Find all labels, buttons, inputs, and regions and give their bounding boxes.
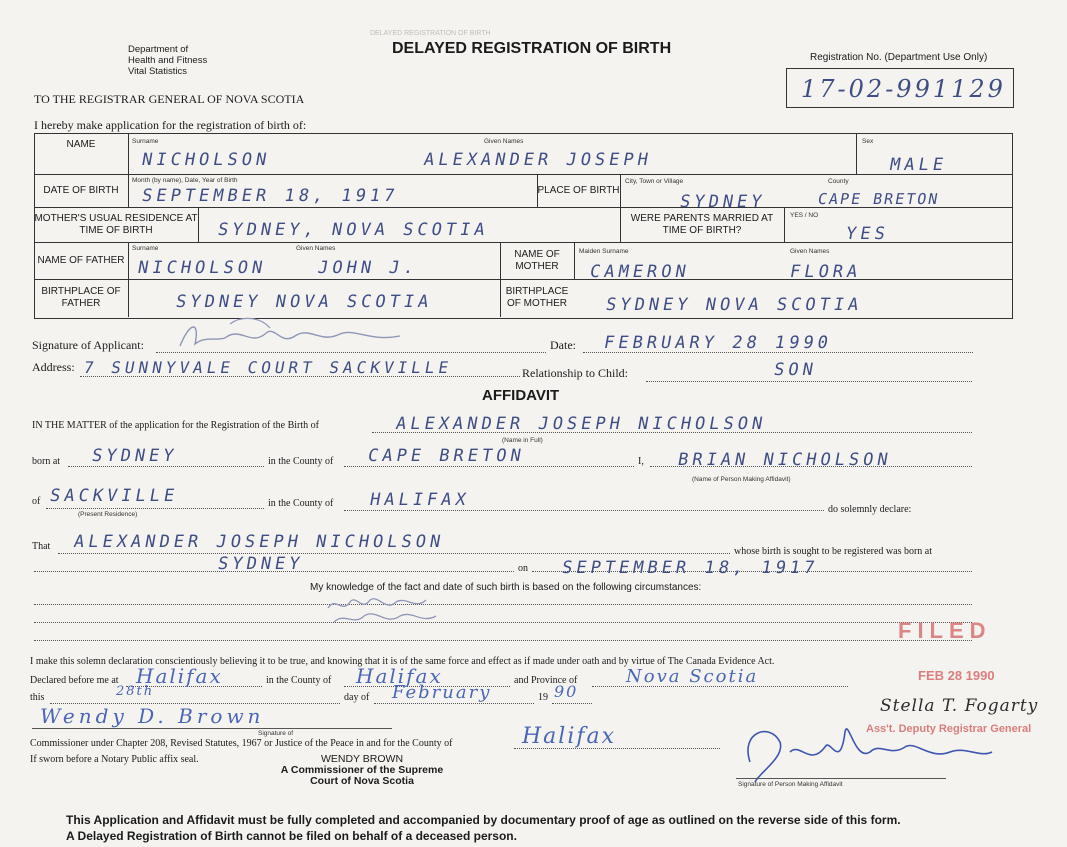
declared-place: Halifax	[136, 664, 223, 688]
commissioner-line: Commissioner under Chapter 208, Revised Statutes, 1967 or Justice of the Peace in and for the County of	[30, 738, 453, 749]
month-caption: Month (by name), Date, Year of Birth	[132, 177, 238, 184]
solemn-declaration: I make this solemn declaration conscientiously believing it to be true, and knowing that it is of the same force and effect as if made under oath and by virtue of The Canada Evidence Act.	[30, 656, 775, 667]
mother-residence-value: SYDNEY, NOVA SCOTIA	[216, 220, 491, 240]
affidavit-child-name: ALEXANDER JOSEPH NICHOLSON	[394, 414, 768, 434]
place-of-birth-label: PLACE OF BIRTH	[537, 184, 620, 196]
filed-date-stamp: FEB 28 1990	[918, 668, 995, 683]
father-name-label: NAME OF FATHER	[37, 254, 125, 266]
born-at-value: SYDNEY	[90, 446, 180, 466]
commissioner-stamp	[262, 754, 462, 787]
page-title: DELAYED REGISTRATION OF BIRTH	[392, 40, 672, 57]
commissioner-county: Halifax	[522, 724, 617, 749]
applicant-signature-label: Signature of Applicant:	[32, 338, 144, 352]
footer-line-1: This Application and Affidavit must be fully completed and accompanied by documentary proof of age as outlined on the reverse side of this form.	[66, 813, 901, 827]
maiden-surname-caption: Maiden Surname	[579, 248, 629, 255]
affiant-signature-caption: Signature of Person Making Affidavit	[738, 781, 843, 788]
present-residence-value: SACKVILLE	[48, 486, 180, 506]
declared-before-label: Declared before me at	[30, 675, 119, 686]
affidavit-matter-text: IN THE MATTER of the application for the Registration of the Birth of	[32, 420, 319, 431]
filed-stamp: FILED	[898, 618, 992, 643]
registrar-address: TO THE REGISTRAR GENERAL OF NOVA SCOTIA	[34, 92, 305, 106]
father-given-value: JOHN J.	[316, 258, 420, 278]
given-names-caption: Given Names	[484, 138, 524, 145]
application-date: FEBRUARY 28 1990	[602, 333, 834, 353]
city-caption: City, Town or Village	[625, 178, 684, 185]
department-line: Department of	[128, 44, 189, 55]
bleed-through-text: DELAYED REGISTRATION OF BIRTH	[370, 30, 491, 37]
that-child-name: ALEXANDER JOSEPH NICHOLSON	[72, 532, 446, 552]
this-label: this	[30, 692, 45, 703]
parents-married-label: WERE PARENTS MARRIED AT TIME OF BIRTH?	[630, 212, 774, 236]
city-value: SYDNEY	[678, 192, 768, 212]
mother-birthplace-label: BIRTHPLACE OF MOTHER	[505, 286, 569, 309]
application-statement: I hereby make application for the registration of birth of:	[34, 118, 307, 132]
commissioner-signature: Wendy D. Brown	[40, 704, 265, 728]
deputy-registrar-title: Ass't. Deputy Registrar General	[866, 723, 1032, 735]
stamp-title: A Commissioner of the Supreme	[280, 764, 444, 776]
province-value: Nova Scotia	[626, 666, 759, 687]
born-county-label: in the County of	[268, 456, 334, 467]
that-birth-place: SYDNEY	[216, 554, 306, 574]
mother-residence-label: MOTHER'S USUAL RESIDENCE AT TIME OF BIRTH	[34, 212, 198, 236]
province-label: and Province of	[514, 675, 578, 686]
notary-note: If sworn before a Notary Public affix seal.	[30, 754, 199, 765]
name-label: NAME	[66, 139, 96, 150]
mother-surname-value: CAMERON	[588, 262, 692, 282]
mother-given-caption: Given Names	[790, 248, 830, 255]
surname-caption: Surname	[132, 138, 159, 145]
relationship-value: SON	[772, 360, 819, 380]
born-county-value: CAPE BRETON	[366, 446, 527, 466]
day-number: 28th	[116, 684, 155, 699]
mother-given-value: FLORA	[788, 262, 863, 282]
health-line: Health and Fitness	[128, 55, 208, 66]
parents-married-value: YES	[844, 224, 891, 244]
registration-number: 17-02-991129	[801, 75, 1006, 103]
year-prefix: 19	[538, 692, 548, 703]
that-label: That	[32, 541, 51, 552]
applicant-signature	[170, 316, 410, 358]
that-birth-date: SEPTEMBER 18, 1917	[560, 558, 820, 578]
mother-name-label: NAME OF MOTHER	[514, 248, 560, 272]
applicant-address: 7 SUNNYVALE COURT SACKVILLE	[82, 358, 454, 377]
month-value: February	[392, 682, 492, 703]
father-surname-value: NICHOLSON	[136, 258, 268, 278]
department-block	[128, 44, 207, 77]
year-value: 90	[554, 682, 579, 701]
sex-caption: Sex	[862, 138, 874, 145]
relationship-label: Relationship to Child:	[522, 366, 629, 380]
sex-value: MALE	[888, 155, 949, 175]
stamp-court: Court of Nova Scotia	[310, 775, 414, 787]
date-label: Date:	[550, 338, 576, 352]
residence-county-label: in the County of	[268, 498, 334, 509]
surname-value: NICHOLSON	[140, 150, 272, 170]
registration-number-label: Registration No. (Department Use Only)	[810, 52, 988, 63]
of-label: of	[32, 496, 41, 507]
stamp-name: WENDY BROWN	[320, 753, 404, 765]
signature-of-caption: Signature of	[258, 730, 294, 737]
registration-number-box	[786, 68, 1014, 108]
date-of-birth-value: SEPTEMBER 18, 1917	[140, 186, 400, 206]
address-label: Address:	[32, 360, 75, 374]
circumstances-scribble	[326, 594, 446, 628]
given-names-value: ALEXANDER JOSEPH	[422, 150, 654, 170]
yes-no-caption: YES / NO	[790, 212, 819, 219]
county-value: CAPE BRETON	[816, 190, 941, 208]
father-birthplace-label: BIRTHPLACE OF FATHER	[41, 286, 121, 309]
whose-birth-text: whose birth is sought to be registered was born at	[734, 546, 933, 557]
day-of-label: day of	[344, 692, 370, 703]
declared-county-label: in the County of	[266, 675, 332, 686]
father-birthplace-value: SYDNEY NOVA SCOTIA	[174, 292, 434, 312]
footer-line-2: A Delayed Registration of Birth cannot be filed on behalf of a deceased person.	[66, 829, 517, 843]
present-residence-caption: (Present Residence)	[78, 511, 138, 518]
vital-stats-line: Vital Statistics	[128, 66, 187, 77]
born-at-label: born at	[32, 456, 61, 467]
county-caption: County	[828, 178, 849, 185]
deputy-registrar-signature: Stella T. Fogarty	[880, 696, 1039, 716]
solemnly-declare-text: do solemnly declare:	[828, 504, 912, 515]
affiant-name: BRIAN NICHOLSON	[676, 450, 894, 470]
declared-county: Halifax	[356, 664, 443, 688]
name-in-full-caption: (Name in Full)	[502, 437, 543, 444]
father-surname-caption: Surname	[132, 245, 159, 252]
knowledge-statement: My knowledge of the fact and date of such birth is based on the following circumstances:	[310, 582, 702, 593]
date-of-birth-label: DATE OF BIRTH	[43, 184, 119, 196]
affidavit-title: AFFIDAVIT	[482, 387, 560, 404]
residence-county-value: HALIFAX	[368, 490, 472, 510]
on-label: on	[518, 563, 528, 574]
father-given-caption: Given Names	[296, 245, 336, 252]
affiant-name-caption: (Name of Person Making Affidavit)	[692, 476, 791, 483]
mother-birthplace-value: SYDNEY NOVA SCOTIA	[604, 295, 864, 315]
i-mark: I,	[638, 456, 644, 467]
